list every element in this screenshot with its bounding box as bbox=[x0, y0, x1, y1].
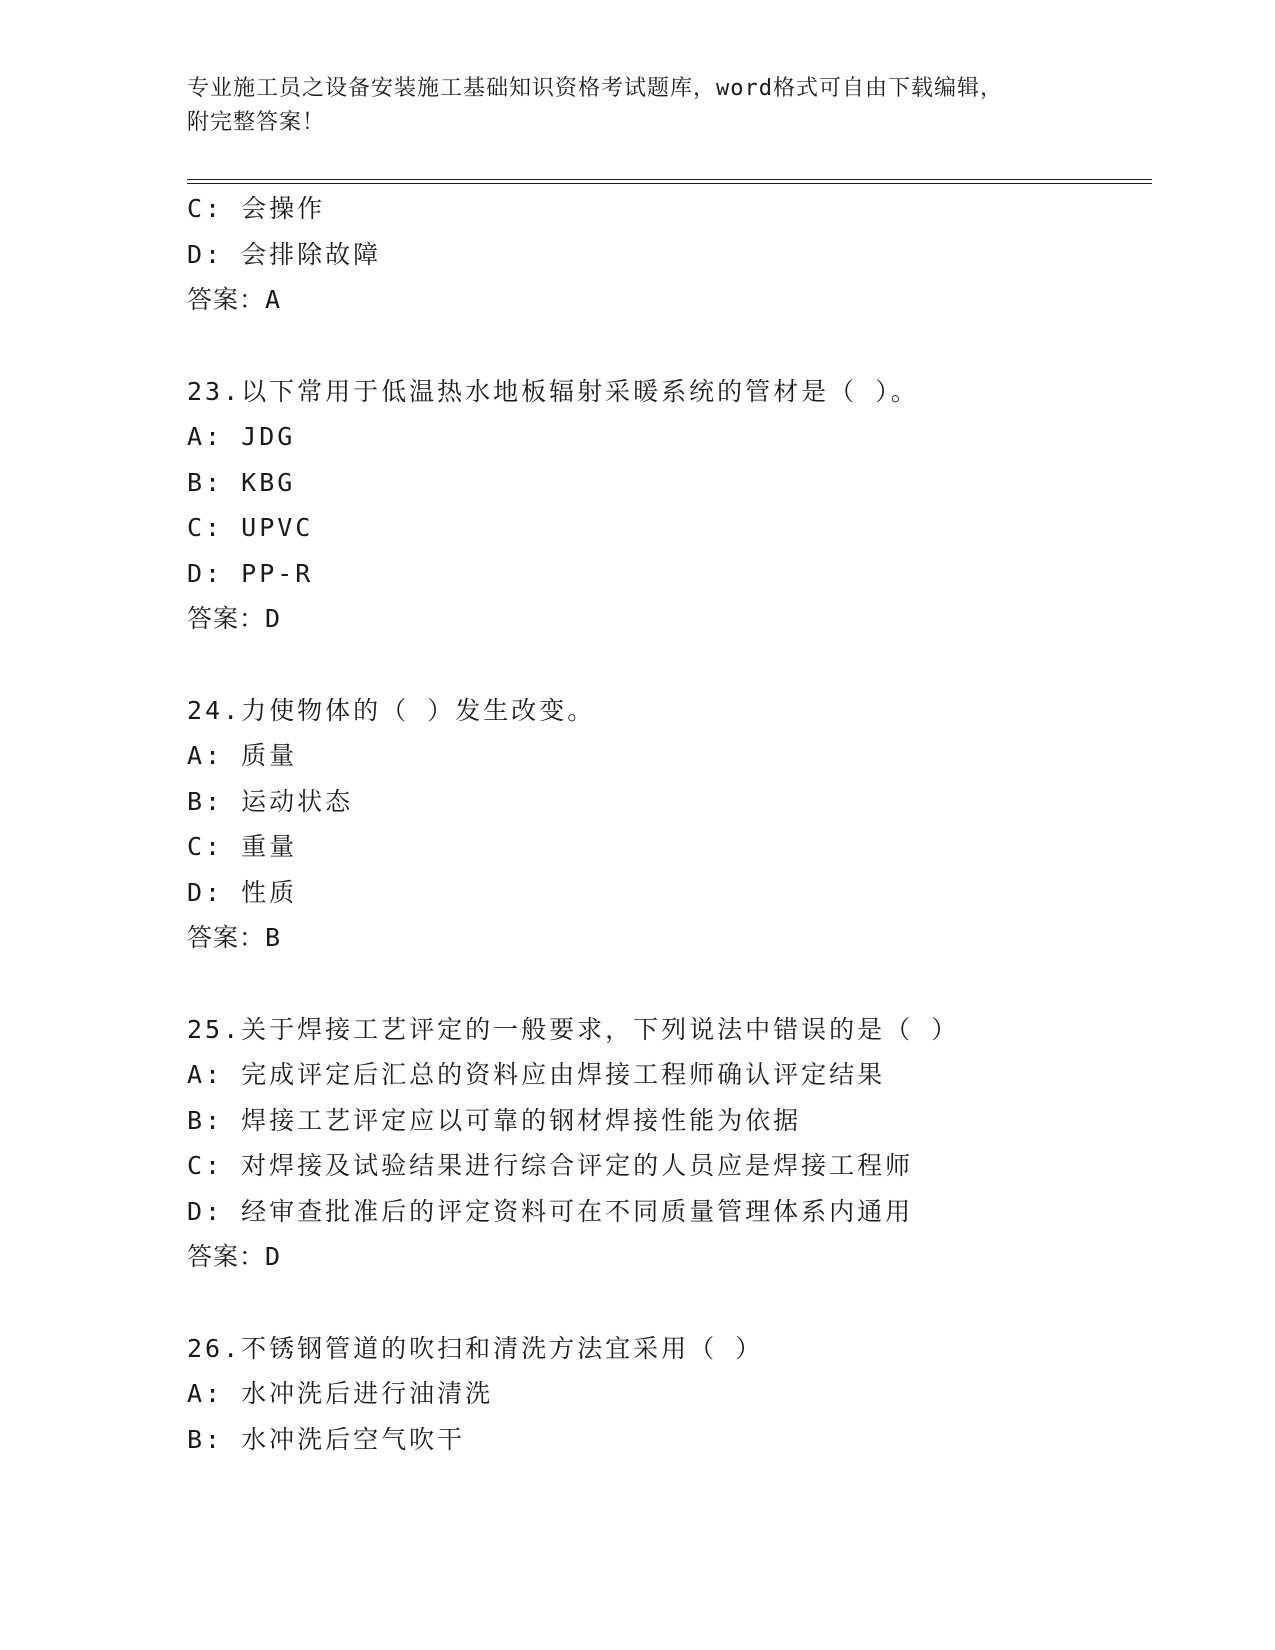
option-a: A: 质量 bbox=[187, 741, 298, 770]
answer-line: 答案：D bbox=[187, 604, 282, 633]
header-divider-bottom bbox=[187, 183, 1152, 184]
option-d: D: PP-R bbox=[187, 558, 314, 588]
option-b: B: 焊接工艺评定应以可靠的钢材焊接性能为依据 bbox=[187, 1105, 802, 1135]
question-25: 25.关于焊接工艺评定的一般要求，下列说法中错误的是（ ） bbox=[187, 1014, 960, 1044]
option-b: B: KBG bbox=[187, 467, 296, 497]
question-spacer bbox=[187, 323, 1147, 369]
question-spacer bbox=[187, 642, 1147, 688]
question-24: 24.力使物体的（ ）发生改变。 bbox=[187, 695, 596, 725]
option-a: A: 水冲洗后进行油清洗 bbox=[187, 1379, 494, 1408]
header-line-1: 专业施工员之设备安装施工基础知识资格考试题库，word格式可自由下载编辑， bbox=[187, 76, 1003, 101]
answer-line: 答案：A bbox=[187, 285, 282, 314]
answer-line: 答案：D bbox=[187, 1242, 282, 1271]
option-d: D: 会排除故障 bbox=[187, 239, 382, 269]
question-list bbox=[187, 186, 1147, 1462]
header-divider-top bbox=[187, 179, 1152, 180]
question-spacer bbox=[187, 961, 1147, 1007]
header-line-2: 附完整答案！ bbox=[187, 110, 326, 135]
answer-line: 答案：B bbox=[187, 923, 282, 952]
option-b: B: 水冲洗后空气吹干 bbox=[187, 1424, 466, 1454]
option-c: C: UPVC bbox=[187, 513, 314, 542]
question-spacer bbox=[187, 1280, 1147, 1326]
option-c: C: 会操作 bbox=[187, 194, 326, 223]
option-a: A: JDG bbox=[187, 422, 296, 451]
question-23: 23.以下常用于低温热水地板辐射采暖系统的管材是（ ）。 bbox=[187, 376, 919, 406]
question-26: 26.不锈钢管道的吹扫和清洗方法宜采用（ ） bbox=[187, 1333, 764, 1363]
option-d: D: 经审查批准后的评定资料可在不同质量管理体系内通用 bbox=[187, 1196, 914, 1226]
option-c: C: 重量 bbox=[187, 832, 298, 861]
option-b: B: 运动状态 bbox=[187, 786, 354, 816]
option-c: C: 对焊接及试验结果进行综合评定的人员应是焊接工程师 bbox=[187, 1151, 914, 1180]
option-a: A: 完成评定后汇总的资料应由焊接工程师确认评定结果 bbox=[187, 1060, 886, 1089]
document-header bbox=[187, 72, 1087, 140]
option-d: D: 性质 bbox=[187, 877, 298, 907]
